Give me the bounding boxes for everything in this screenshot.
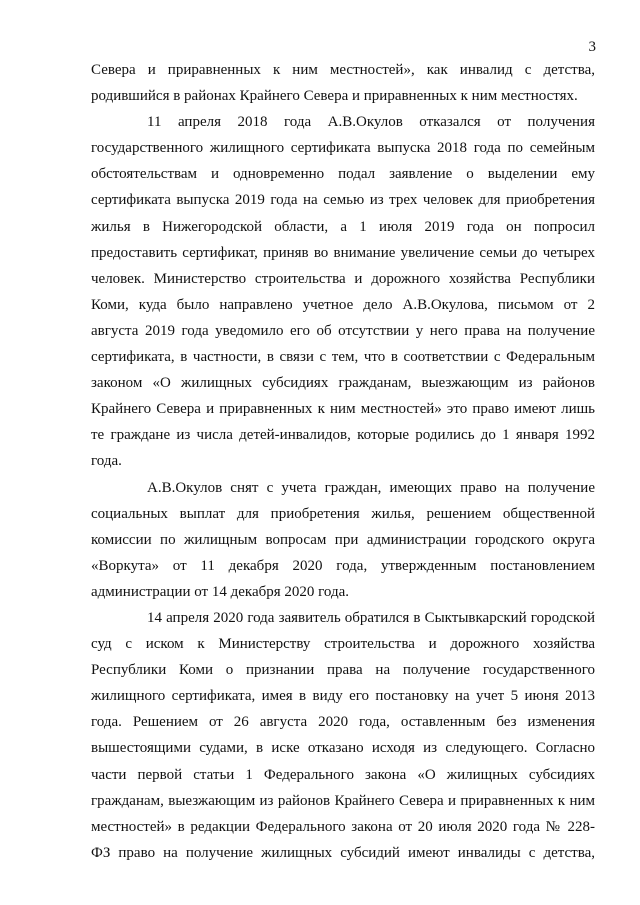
text-line: А.В.Окулов снят с учета граждан, имеющих право на получение (147, 479, 595, 496)
document-body (91, 57, 595, 866)
text-line: Коми, куда было направлено учетное дело А.В.Окулова, письмом от 2 (91, 296, 595, 313)
text-line: те граждане из числа детей-инвалидов, которые родились до 1 января 1992 (91, 427, 595, 444)
text-line: гражданам, выезжающим из районов Крайнего Севера и приравненных к ним (91, 792, 595, 809)
paragraph-1 (91, 57, 595, 109)
text-line: Республики Коми о признании права на получение государственного (91, 662, 595, 679)
text-line: местностей» в редакции Федерального закона от 20 июля 2020 года № 228- (91, 818, 595, 835)
text-line: «Воркута» от 11 декабря 2020 года, утвержденным постановлением (91, 557, 595, 574)
paragraph-4 (91, 605, 595, 866)
text-line: сертификата выпуска 2019 года на семью из трех человек для приобретения (91, 192, 595, 209)
paragraph-3 (91, 475, 595, 605)
text-line: Севера и приравненных к ним местностей», как инвалид с детства, (91, 62, 595, 78)
text-line: законом «О жилищных субсидиях гражданам, выезжающим из районов (91, 375, 595, 392)
text-line: человек. Министерство строительства и дорожного хозяйства Республики (91, 270, 595, 287)
text-line: сертификата, в частности, в связи с тем, что в соответствии с Федеральным (91, 349, 595, 366)
text-line: жилищного сертификата, имея в виду его постановку на учет 5 июня 2013 (91, 688, 595, 705)
paragraph-2 (91, 109, 595, 474)
text-line: социальных выплат для приобретения жилья, решением общественной (91, 505, 595, 522)
text-line: обстоятельствам и одновременно подал заявление о выделении ему (91, 166, 595, 183)
text-line: 14 апреля 2020 года заявитель обратился в Сыктывкарский городской (147, 609, 595, 626)
text-line: предоставить сертификат, приняв во внимание увеличение семьи до четырех (91, 244, 595, 261)
text-line: Крайнего Севера и приравненных к ним местностей» это право имеют лишь (91, 401, 595, 418)
text-line: ФЗ право на получение жилищных субсидий имеют инвалиды с детства, (91, 844, 595, 861)
text-line: августа 2019 года уведомило его об отсутствии у него права на получение (91, 322, 595, 339)
text-line: вышестоящими судами, в иске отказано исходя из следующего. Согласно (91, 740, 595, 757)
text-line: суд с иском к Министерству строительства и дорожного хозяйства (91, 636, 595, 653)
text-line: родившийся в районах Крайнего Севера и приравненных к ним местностях. (91, 88, 578, 105)
text-line: жилья в Нижегородской области, а 1 июля 2019 года он попросил (91, 218, 595, 235)
text-line: администрации от 14 декабря 2020 года. (91, 583, 350, 600)
text-line: государственного жилищного сертификата выпуска 2018 года по семейным (91, 140, 595, 157)
text-line: комиссии по жилищным вопросам при администрации городского округа (91, 531, 595, 548)
text-line: части первой статьи 1 Федерального закона «О жилищных субсидиях (91, 766, 595, 783)
text-line: года. (91, 453, 122, 470)
page-number: 3 (588, 39, 596, 55)
text-line: года. Решением от 26 августа 2020 года, оставленным без изменения (91, 714, 595, 731)
text-line: 11 апреля 2018 года А.В.Окулов отказался от получения (147, 114, 595, 131)
